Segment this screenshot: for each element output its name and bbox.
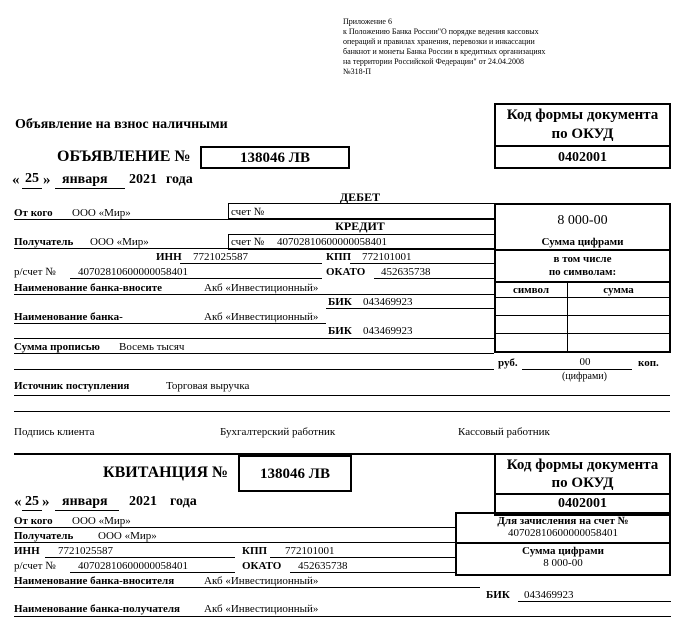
doc-label: ОБЪЯВЛЕНИЕ № [57, 148, 191, 165]
account-label: счет № [231, 206, 265, 218]
doc-number: 138046 ЛВ [240, 150, 310, 166]
symbol-header: символ [512, 284, 550, 296]
sign-accountant: Бухгалтерский работник [220, 426, 336, 438]
credit-to-value: 40702810600000058401 [508, 527, 618, 539]
okato-value: 452635738 [381, 266, 431, 278]
receipt-number: 138046 ЛВ [260, 466, 330, 482]
receipt-label: КВИТАНЦИЯ № [103, 464, 229, 481]
date-year-label: года [170, 494, 197, 509]
appendix-line: банкнот и монеты Банка России в кредитных организациях [343, 47, 546, 56]
rs-label: р/счет № [14, 266, 56, 278]
bank-depositor-value: Акб «Инвестиционный» [204, 575, 319, 587]
sign-client: Подпись клиента [14, 426, 95, 438]
rs-value: 40702810600000058401 [78, 266, 188, 278]
bank-depositor-label: Наименование банка-вносите [14, 282, 163, 294]
recipient-label: Получатель [14, 530, 74, 542]
okud-box [494, 103, 671, 169]
date-year: 2021 [129, 172, 157, 187]
debit-label: ДЕБЕТ [339, 190, 381, 204]
amount-caption: Сумма цифрами [522, 545, 604, 557]
recipient-value: ООО «Мир» [90, 236, 149, 248]
appendix-line: №318-П [343, 67, 372, 76]
date-month: января [62, 172, 108, 187]
credit-to-label: Для зачисления на счет № [497, 515, 629, 527]
sign-cashier: Кассовый работник [458, 426, 550, 438]
rub-label: руб. [498, 357, 518, 369]
appendix-line: Приложение 6 [343, 17, 392, 26]
page-title: Объявление на взнос наличными [15, 117, 228, 132]
digits-caption: (цифрами) [562, 371, 607, 382]
bik-value: 043469923 [363, 296, 413, 308]
rs-label: р/счет № [14, 560, 56, 572]
recipient-account-label: счет № [231, 236, 265, 248]
inn-value: 7721025587 [58, 545, 113, 557]
words-value: Восемь тысяч [119, 341, 185, 353]
bank-recipient-label: Наименование банка- [14, 311, 123, 323]
okud-subtitle: по ОКУД [551, 126, 614, 142]
amount-block [494, 203, 671, 353]
bank-depositor-label: Наименование банка-вносителя [14, 575, 175, 587]
bank-depositor-value: Акб «Инвестиционный» [204, 282, 319, 294]
kpp-value: 772101001 [362, 251, 412, 263]
sum-header: сумма [603, 284, 634, 296]
okato-label: ОКАТО [326, 266, 366, 278]
source-label: Источник поступления [14, 380, 130, 392]
amount-value: 8 000-00 [543, 557, 583, 569]
kpp-value: 772101001 [285, 545, 335, 557]
date-year: 2021 [129, 494, 157, 509]
bik-value: 043469923 [524, 589, 574, 601]
okato-value: 452635738 [298, 560, 348, 572]
doc-number-box [200, 146, 350, 169]
receipt-okud-box [494, 453, 671, 516]
date-open: « [12, 172, 20, 188]
bik-value: 043469923 [363, 325, 413, 337]
okud-title: Код формы документа [506, 457, 659, 473]
date-day: 25 [25, 494, 39, 509]
words-label: Сумма прописью [14, 341, 100, 353]
okud-title: Код формы документа [506, 107, 659, 123]
including-line: по символам: [548, 266, 617, 278]
inn-value: 7721025587 [193, 251, 248, 263]
from-value: ООО «Мир» [72, 207, 131, 219]
date-close: » [42, 494, 50, 510]
from-label: От кого [14, 207, 53, 219]
okud-subtitle: по ОКУД [551, 475, 614, 491]
recipient-label: Получатель [14, 236, 74, 248]
debit-account-box [228, 203, 496, 220]
amount-value: 8 000-00 [557, 213, 608, 228]
receipt-number-box [238, 455, 352, 492]
date-day: 25 [25, 171, 39, 186]
bank-recipient-value: Акб «Инвестиционный» [204, 603, 319, 615]
date-year-label: года [166, 172, 193, 187]
inn-label: ИНН [156, 251, 182, 263]
bank-recipient-label: Наименование банка-получателя [14, 603, 180, 615]
from-value: ООО «Мир» [72, 515, 131, 527]
date-open: « [14, 494, 22, 510]
amount-caption: Сумма цифрами [541, 236, 624, 248]
recipient-account: 40702810600000058401 [277, 236, 387, 248]
including-line: в том числе [553, 253, 612, 265]
appendix-note [343, 17, 545, 77]
okud-code: 0402001 [558, 150, 607, 165]
date-month: января [62, 494, 108, 509]
credit-account-box [228, 234, 496, 250]
appendix-line: на территории Российской Федерации" от 24.04.2008 [343, 57, 524, 66]
receipt-account-block [455, 512, 671, 576]
from-label: От кого [14, 515, 53, 527]
inn-label: ИНН [14, 545, 40, 557]
rs-value: 40702810600000058401 [78, 560, 188, 572]
kpp-label: КПП [242, 545, 268, 557]
bik-label: БИК [486, 589, 510, 601]
source-value: Торговая выручка [166, 380, 250, 392]
kop-value: 00 [579, 356, 591, 368]
appendix-line: операций и правилах хранения, перевозки и инкассации [343, 37, 535, 46]
bank-recipient-value: Акб «Инвестиционный» [204, 311, 319, 323]
bik-label: БИК [328, 296, 352, 308]
kop-label: коп. [638, 357, 659, 369]
credit-label: КРЕДИТ [335, 219, 385, 233]
appendix-line: к Положению Банка России"О порядке ведения кассовых [343, 27, 539, 36]
okato-label: ОКАТО [242, 560, 282, 572]
okud-code: 0402001 [558, 496, 607, 511]
recipient-value: ООО «Мир» [98, 530, 157, 542]
bik-label: БИК [328, 325, 352, 337]
kpp-label: КПП [326, 251, 352, 263]
date-close: » [43, 172, 51, 188]
